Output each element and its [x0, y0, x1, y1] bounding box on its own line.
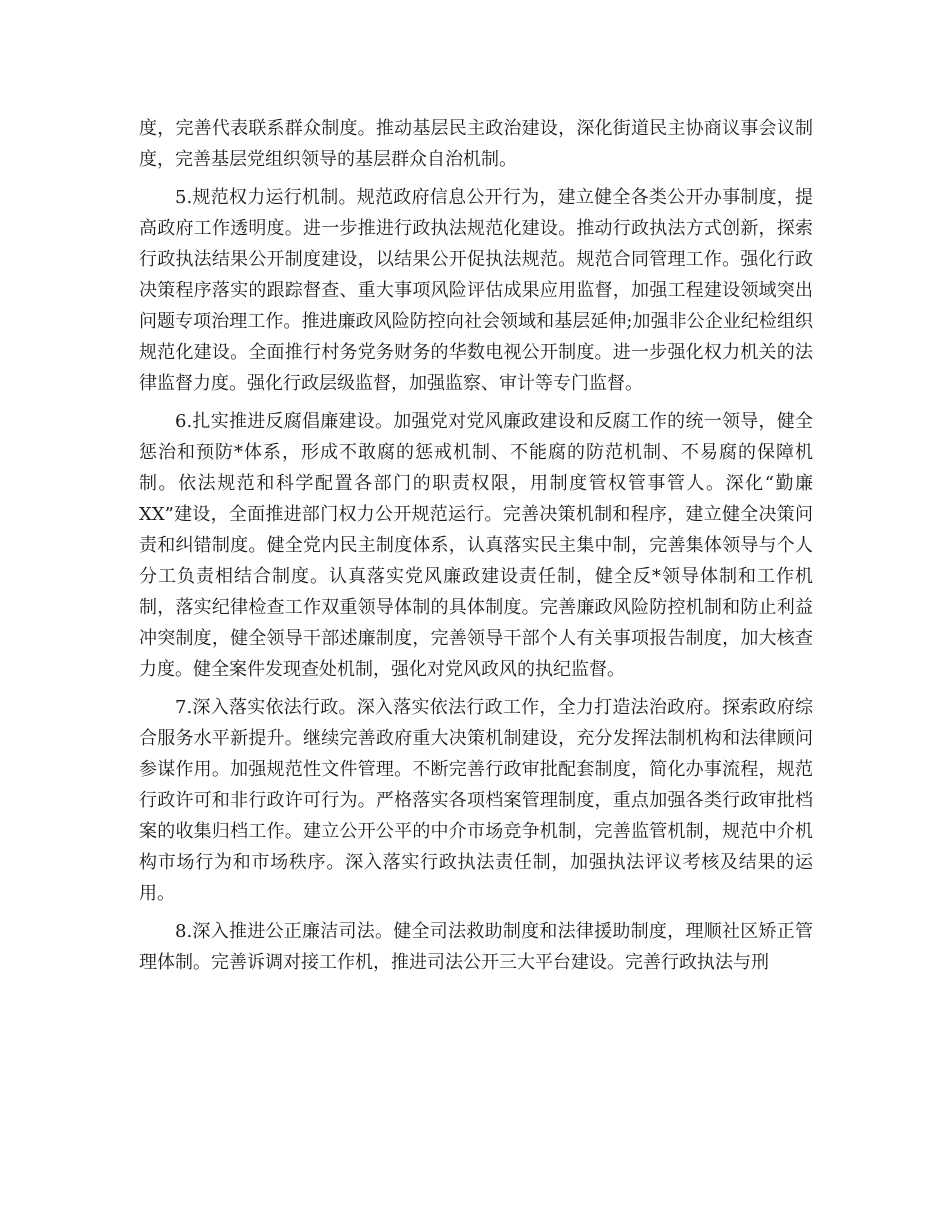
paragraph-item-8: 8.深入推进公正廉洁司法。健全司法救助制度和法律援助制度，理顺社区矫正管理体制。完善诉调对接工作机，推进司法公开三大平台建设。完善行政执法与刑	[139, 921, 813, 973]
paragraph-item-6: 6.扎实推进反腐倡廉建设。加强党对党风廉政建设和反腐工作的统一领导，健全惩治和预防*体系，形成不敢腐的惩戒机制、不能腐的防范机制、不易腐的保障机制。依法规范和科学配置各部门的职责权限，用制度管权管事管人。深化“勤廉XX”建设，全面推进部门权力公开规范运行。完善决策机制和程序，建立健全决策问责和纠错制度。健全党内民主制度体系，认真落实民主集中制，完善集体领导与个人分工负责相结合制度。认真落实党风廉政建设责任制，健全反*领导体制和工作机制，落实纪律检查工作双重领导体制的具体制度。完善廉政风险防控机制和防止利益冲突制度，健全领导干部述廉制度，完善领导干部个人有关事项报告制度，加大核查力度。健全案件发现查处机制，强化对党风政风的执纪监督。	[139, 411, 813, 680]
paragraph-item-5: 5.规范权力运行机制。规范政府信息公开行为，建立健全各类公开办事制度，提高政府工作透明度。进一步推进行政执法规范化建设。推动行政执法方式创新，探索行政执法结果公开制度建设，以结果公开促执法规范。规范合同管理工作。强化行政决策程序落实的跟踪督查、重大事项风险评估成果应用监督，加强工程建设领域突出问题专项治理工作。推进廉政风险防控向社会领域和基层延伸;加强非公企业纪检组织规范化建设。全面推行村务党务财务的华数电视公开制度。进一步强化权力机关的法律监督力度。强化行政层级监督，加强监察、审计等专门监督。	[139, 187, 813, 394]
document-body	[139, 113, 813, 985]
paragraph-item-7: 7.深入落实依法行政。深入落实依法行政工作，全力打造法治政府。探索政府综合服务水平新提升。继续完善政府重大决策机制建设，充分发挥法制机构和法律顾问参谋作用。加强规范性文件管理。不断完善行政审批配套制度，简化办事流程，规范行政许可和非行政许可行为。严格落实各项档案管理制度，重点加强各类行政审批档案的收集归档工作。建立公开公平的中介市场竞争机制，完善监管机制，规范中介机构市场行为和市场秩序。深入落实行政执法责任制，加强执法评议考核及结果的运用。	[139, 697, 813, 904]
paragraph-continuation: 度，完善代表联系群众制度。推动基层民主政治建设，深化街道民主协商议事会议制度，完善基层党组织领导的基层群众自治机制。	[139, 118, 813, 170]
